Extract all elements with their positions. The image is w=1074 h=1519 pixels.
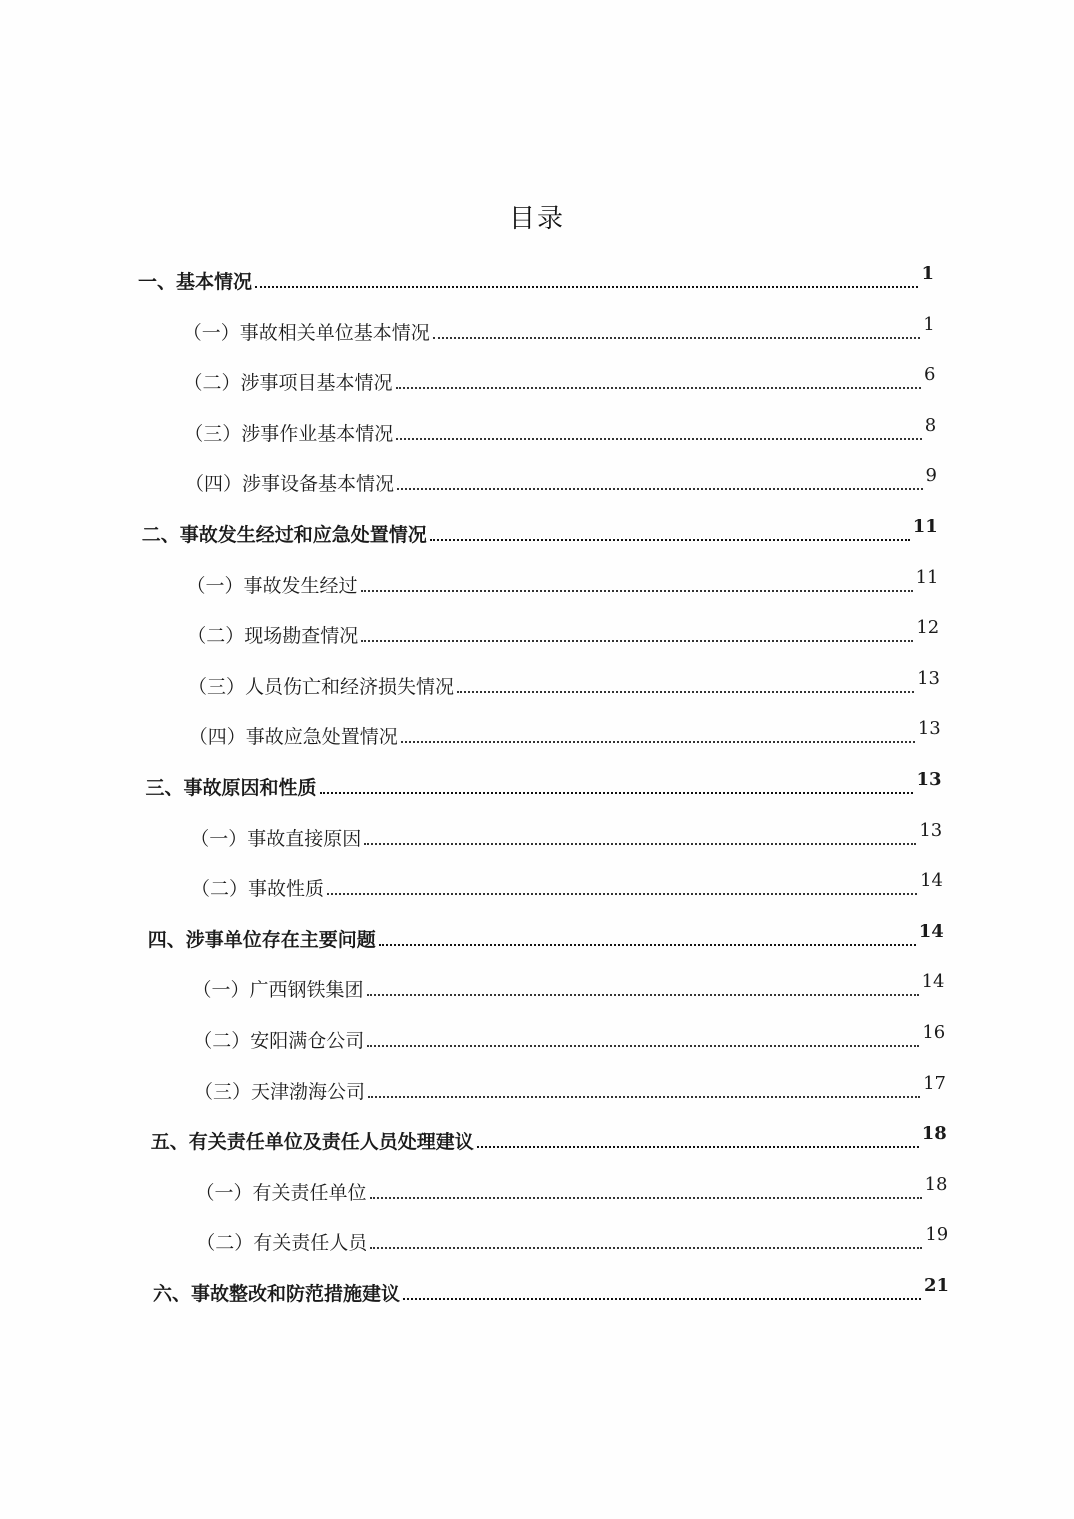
toc-dot-leader [368,1096,920,1098]
toc-page-number: 6 [924,364,936,386]
toc-page-number: 13 [916,769,942,790]
toc-dot-leader [397,488,923,490]
toc-subsection-entry [196,1225,948,1255]
toc-subsection-entry [188,669,940,699]
toc-page-number: 13 [917,718,941,740]
toc-page-number: 8 [924,414,937,436]
toc-subsection-entry [187,568,939,598]
toc-dot-leader [370,1247,922,1249]
toc-dot-leader [320,792,914,794]
toc-subsection-entry [191,871,943,901]
toc-page-number: 1 [923,313,935,335]
toc-subsection-entry [196,1175,948,1205]
toc-dot-leader [457,691,914,693]
toc-entry-label: 六、事故整改和防范措施建议 [153,1283,401,1305]
toc-page-number: 21 [923,1275,949,1296]
toc-subsection-entry [193,1023,945,1053]
toc-page-number: 11 [915,566,939,588]
toc-page-number: 9 [925,465,937,487]
toc-page-number: 16 [922,1022,946,1043]
toc-dot-leader [364,843,916,845]
toc-subsection-entry [184,365,936,395]
toc-dot-leader [433,337,921,339]
toc-subsection-entry [184,416,936,446]
toc-dot-leader [379,944,916,946]
toc-entry-label: （二）事故性质 [191,878,325,901]
toc-section-entry [138,264,934,294]
toc-dot-leader [403,1298,921,1300]
toc-dot-leader [401,741,915,743]
toc-page-number: 18 [921,1123,947,1145]
toc-dot-leader [361,590,913,592]
toc-title: 目录 [508,204,565,234]
toc-dot-leader [370,1197,922,1199]
toc-entry-label: （一）事故相关单位基本情况 [182,321,430,344]
toc-entry-label: 四、涉事单位存在主要问题 [147,928,376,951]
toc-dot-leader [255,286,918,288]
toc-entry-label: （三）天津渤海公司 [194,1080,366,1103]
toc-entry-label: （二）安阳满仓公司 [193,1030,365,1052]
toc-page-number: 14 [921,971,945,993]
toc-page-number: 19 [925,1224,949,1246]
toc-page-number: 18 [924,1173,948,1195]
toc-section-entry [153,1276,949,1306]
toc-page-number: 14 [920,870,943,892]
toc-entry-label: （四）事故应急处置情况 [188,726,398,749]
toc-subsection-entry [193,972,945,1002]
toc-entry-label: （四）涉事设备基本情况 [185,473,395,496]
toc-entry-label: （一）事故发生经过 [186,574,358,597]
toc-section-entry [151,1124,947,1154]
toc-subsection-entry [187,618,939,648]
toc-dot-leader [367,994,919,996]
toc-dot-leader [396,387,922,389]
toc-entry-label: （三）涉事作业基本情况 [184,422,394,445]
toc-entry-label: （二）现场勘查情况 [187,625,359,648]
toc-dot-leader [367,1045,919,1047]
toc-entry-label: 三、事故原因和性质 [145,777,317,799]
toc-subsection-entry [189,719,941,749]
toc-dot-leader [396,438,922,440]
toc-entry-label: （一）事故直接原因 [190,827,362,850]
toc-subsection-entry [185,466,937,496]
toc-dot-leader [430,539,910,541]
toc-entry-label: （一）有关责任单位 [195,1181,367,1204]
toc-subsection-entry [194,1074,946,1104]
toc-page-number: 14 [918,920,944,942]
toc-page-number: 1 [921,263,934,284]
toc-page-number: 13 [917,667,940,689]
toc-subsection-entry [183,315,935,345]
toc-subsection-entry [190,821,942,851]
toc-section-entry [148,922,944,952]
toc-page-number: 13 [919,819,943,841]
toc-page-number: 11 [912,516,938,537]
toc-entry-label: 一、基本情况 [138,271,253,293]
toc-entry-label: （一）广西钢铁集团 [192,979,364,1002]
toc-entry-label: 二、事故发生经过和应急处置情况 [141,524,427,546]
toc-entry-label: 五、有关责任单位及责任人员处理建议 [150,1131,474,1154]
toc-section-entry [142,517,938,547]
toc-page-number: 17 [923,1072,946,1094]
toc-entry-label: （二）涉事项目基本情况 [183,372,393,395]
toc-dot-leader [477,1146,919,1148]
toc-section-entry [146,770,942,800]
toc-page-number: 12 [916,617,940,639]
toc-dot-leader [361,640,913,642]
toc-entry-label: （三）人员伤亡和经济损失情况 [188,675,455,698]
toc-dot-leader [327,893,917,895]
toc-entry-label: （二）有关责任人员 [196,1232,368,1255]
